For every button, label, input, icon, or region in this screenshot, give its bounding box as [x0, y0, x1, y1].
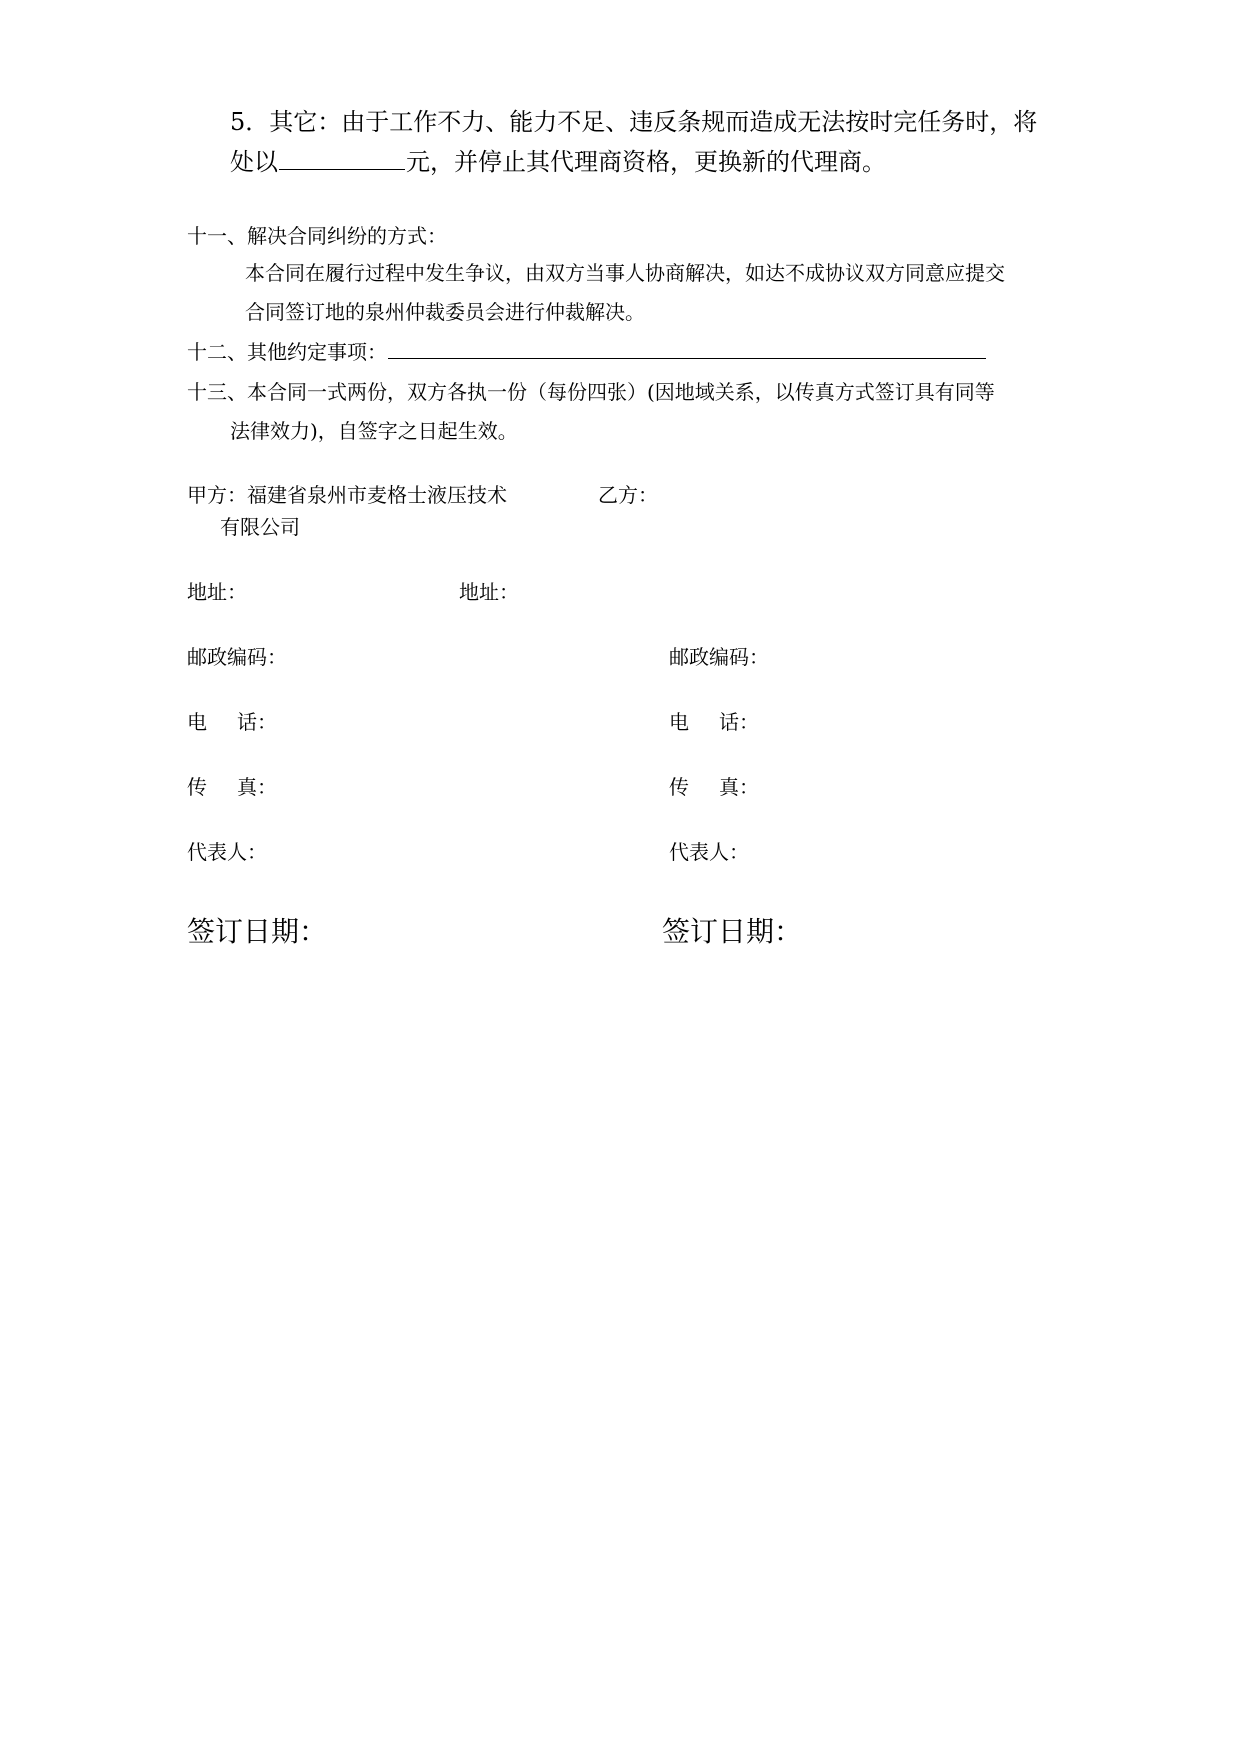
party-b-fax-char1: 传 [669, 775, 689, 799]
item5-line2-before: 处以 [230, 148, 278, 176]
section13-line1: 十三、本合同一式两份，双方各执一份（每份四张）(因地域关系，以传真方式签订具有同等 [187, 380, 995, 404]
party-a-phone-char1: 电 [187, 710, 207, 734]
other-terms-blank [388, 357, 986, 359]
party-b-fax-label [669, 777, 759, 797]
party-a-address-label: 地址： [187, 580, 247, 604]
section11-body-line2: 合同签订地的泉州仲裁委员会进行仲裁解决。 [245, 300, 645, 324]
party-b-label: 乙方： [598, 483, 658, 507]
item5-line2 [230, 150, 886, 174]
penalty-amount-blank [279, 168, 405, 170]
section12-line [187, 342, 987, 362]
party-a-sign-date-label: 签订日期： [187, 915, 328, 948]
party-a-label-line2: 有限公司 [220, 515, 300, 539]
party-b-fax-char2: 真： [719, 775, 759, 799]
party-b-address-label: 地址： [459, 580, 519, 604]
party-b-phone-char1: 电 [669, 710, 689, 734]
party-a-fax-char2: 真： [237, 775, 277, 799]
party-a-fax-label [187, 777, 277, 797]
party-b-phone-label [669, 712, 759, 732]
party-b-representative-label: 代表人： [669, 840, 749, 864]
party-a-phone-char2: 话： [237, 710, 277, 734]
party-a-representative-label: 代表人： [187, 840, 267, 864]
section12-heading: 十二、其他约定事项： [187, 340, 387, 364]
section13-line2: 法律效力)，自签字之日起生效。 [230, 419, 518, 443]
section11-heading: 十一、解决合同纠纷的方式： [187, 224, 447, 248]
party-b-postcode-label: 邮政编码： [669, 645, 769, 669]
party-a-postcode-label: 邮政编码： [187, 645, 287, 669]
item5-line1: 5．其它：由于工作不力、能力不足、违反条规而造成无法按时完任务时，将 [230, 108, 1038, 136]
section11-body-line1: 本合同在履行过程中发生争议，由双方当事人协商解决，如达不成协议双方同意应提交 [245, 261, 1005, 285]
party-b-phone-char2: 话： [719, 710, 759, 734]
party-b-sign-date-label: 签订日期： [662, 915, 803, 948]
party-a-label: 甲方：福建省泉州市麦格士液压技术 [187, 483, 507, 507]
party-a-phone-label [187, 712, 277, 732]
party-a-fax-char1: 传 [187, 775, 207, 799]
item5-line2-after: 元，并停止其代理商资格，更换新的代理商。 [406, 148, 886, 176]
